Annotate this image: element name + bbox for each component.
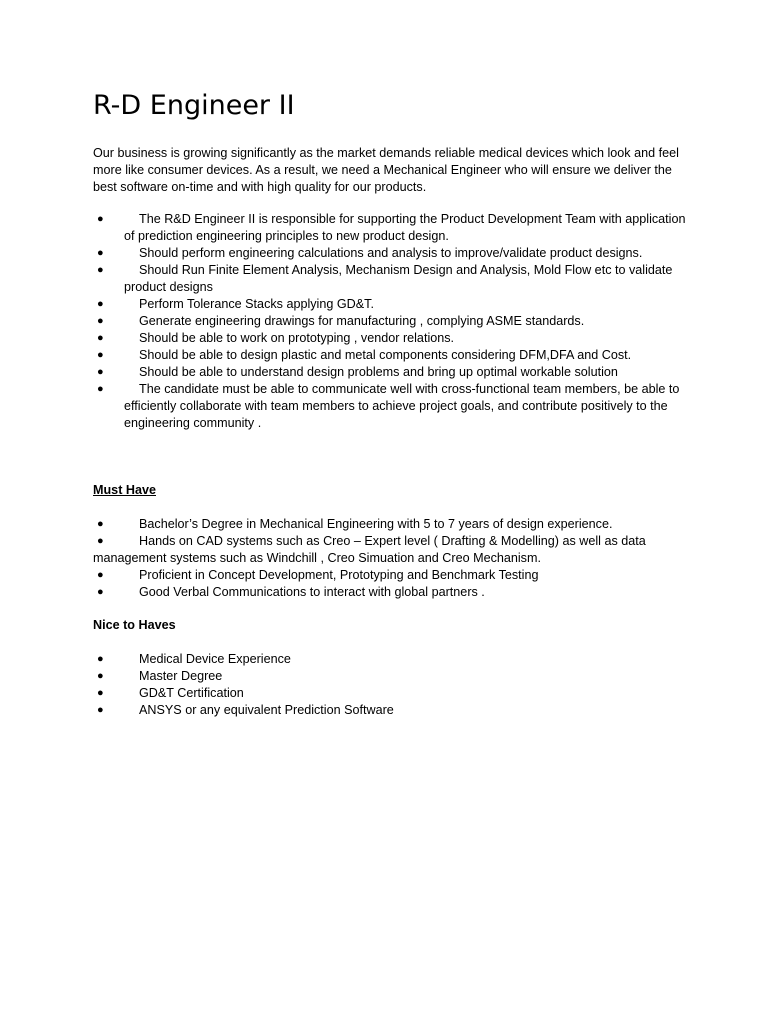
list-item (93, 685, 693, 702)
bullet-icon: ● (97, 332, 104, 344)
list-item-text: Generate engineering drawings for manufacturing , complying ASME standards. (139, 314, 585, 328)
list-item (93, 567, 693, 584)
intro-paragraph: Our business is growing significantly as the market demands reliable medical devices which look and feel more like consumer devices. As a result, we need a Mechanical Engineer who will ensure we deliver the best software on-time and with high quality for our products. (93, 146, 679, 194)
bullet-icon: ● (97, 247, 104, 259)
list-item-text: Should Run Finite Element Analysis, Mechanism Design and Analysis, Mold Flow etc to validate product designs (124, 263, 673, 294)
bullet-icon: ● (97, 315, 104, 327)
bullet-icon: ● (97, 298, 104, 310)
list-item (93, 296, 693, 313)
list-item (93, 702, 693, 719)
list-item (93, 364, 693, 381)
bullet-icon: ● (97, 687, 104, 699)
list-item-text: Hands on CAD systems such as Creo – Expert level ( Drafting & Modelling) as well as data management systems such as Windchill , Creo Simuation and Creo Mechanism. (93, 534, 646, 565)
list-item (93, 668, 693, 685)
list-item (93, 313, 693, 330)
list-item-text: Bachelor’s Degree in Mechanical Engineering with 5 to 7 years of design experience. (139, 517, 613, 531)
list-item (93, 330, 693, 347)
list-item-text: Proficient in Concept Development, Prototyping and Benchmark Testing (139, 568, 539, 582)
list-item-text: Perform Tolerance Stacks applying GD&T. (139, 297, 374, 311)
list-item (93, 262, 693, 296)
bullet-icon: ● (97, 264, 104, 276)
must-have-heading: Must Have (93, 483, 156, 497)
list-item (93, 584, 693, 601)
responsibilities-list (93, 211, 693, 432)
list-item-text: Should perform engineering calculations and analysis to improve/validate product designs. (139, 246, 643, 260)
list-item (93, 381, 693, 432)
bullet-icon: ● (97, 518, 104, 530)
bullet-icon: ● (97, 213, 104, 225)
bullet-icon: ● (97, 586, 104, 598)
list-item-text: Should be able to work on prototyping , vendor relations. (139, 331, 455, 345)
bullet-icon: ● (97, 366, 104, 378)
bullet-icon: ● (97, 653, 104, 665)
bullet-icon: ● (97, 535, 104, 547)
list-item-text: The R&D Engineer II is responsible for supporting the Product Development Team with application of prediction engineering principles to new product design. (124, 212, 686, 243)
list-item-text: ANSYS or any equivalent Prediction Software (139, 703, 394, 717)
list-item (93, 245, 693, 262)
bullet-icon: ● (97, 704, 104, 716)
list-item (93, 347, 693, 364)
list-item-text: Should be able to understand design problems and bring up optimal workable solution (139, 365, 618, 379)
list-item-text: Good Verbal Communications to interact with global partners . (139, 585, 485, 599)
list-item-text: The candidate must be able to communicate well with cross-functional team members, be able to efficiently collaborate with team members to achieve project goals, and contribute positively to the engineering community . (124, 382, 680, 430)
list-item (93, 516, 693, 533)
list-item-text: GD&T Certification (139, 686, 244, 700)
must-have-list (93, 516, 693, 601)
nice-to-haves-heading: Nice to Haves (93, 618, 176, 632)
bullet-icon: ● (97, 569, 104, 581)
list-item-text: Should be able to design plastic and metal components considering DFM,DFA and Cost. (139, 348, 632, 362)
list-item (93, 533, 693, 567)
bullet-icon: ● (97, 670, 104, 682)
document-title: R-D Engineer II (93, 90, 295, 121)
nice-to-haves-list (93, 651, 693, 719)
bullet-icon: ● (97, 349, 104, 361)
list-item-text: Medical Device Experience (139, 652, 291, 666)
list-item-text: Master Degree (139, 669, 223, 683)
list-item (93, 211, 693, 245)
list-item (93, 651, 693, 668)
bullet-icon: ● (97, 383, 104, 395)
